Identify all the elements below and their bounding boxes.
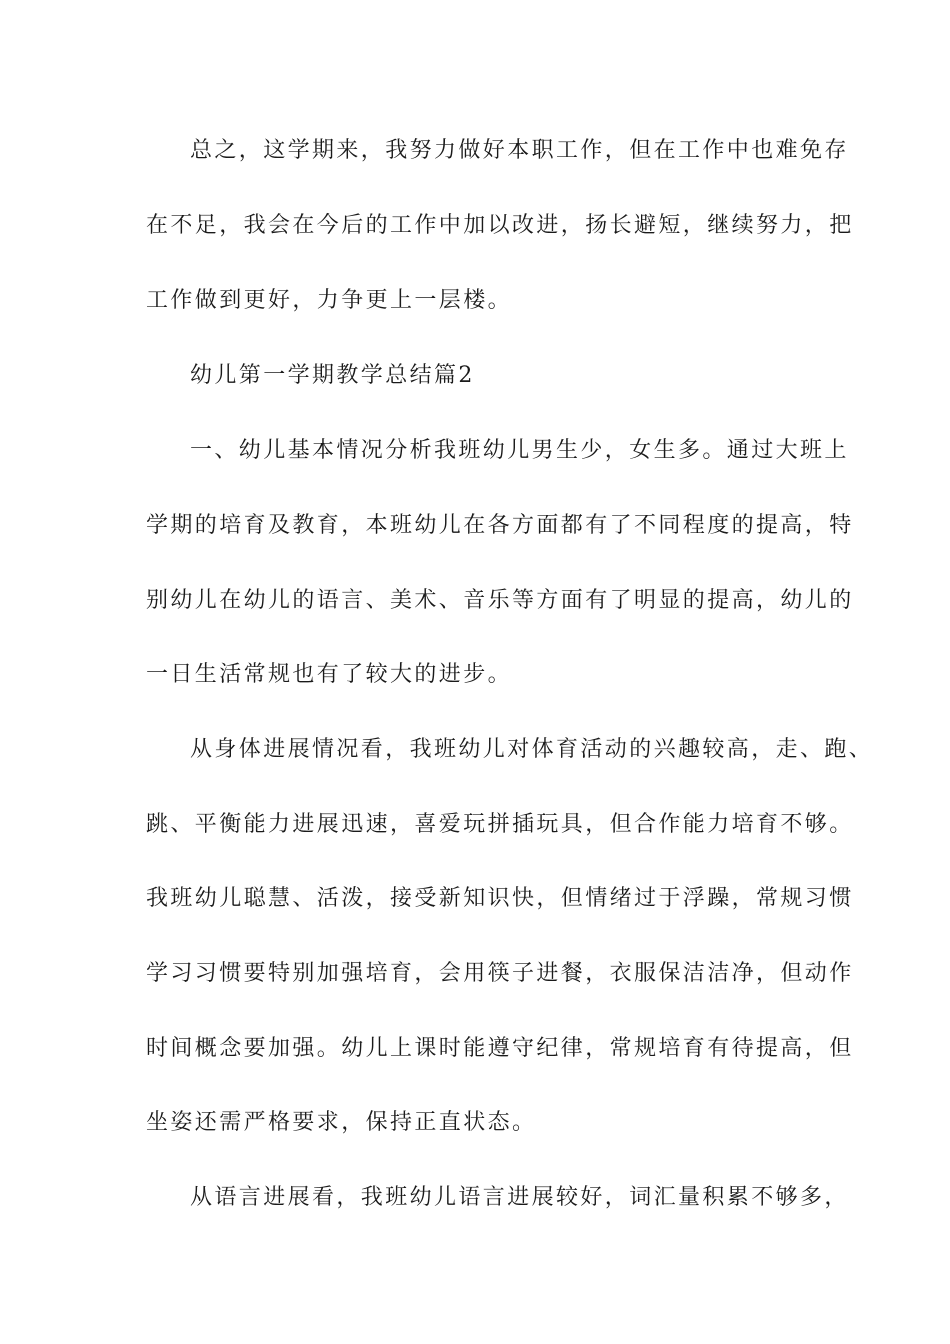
paragraph-line: 坐姿还需严格要求，保持正直状态。	[146, 1110, 537, 1135]
paragraph-line: 我班幼儿聪慧、活泼，接受新知识快，但情绪过于浮躁，常规习惯	[146, 886, 854, 911]
section-heading: 幼儿第一学期教学总结篇2	[190, 363, 475, 388]
paragraph-line: 时间概念要加强。幼儿上课时能遵守纪律，常规培育有待提高，但	[146, 1036, 854, 1061]
paragraph-line: 学期的培育及教育，本班幼儿在各方面都有了不同程度的提高，特	[146, 513, 854, 538]
paragraph-line: 工作做到更好，力争更上一层楼。	[146, 288, 513, 313]
paragraph-line: 别幼儿在幼儿的语言、美术、音乐等方面有了明显的提高，幼儿的	[146, 588, 854, 613]
paragraph-line: 在不足，我会在今后的工作中加以改进，扬长避短，继续努力，把	[146, 213, 854, 238]
paragraph-line: 从身体进展情况看，我班幼儿对体育活动的兴趣较高，走、跑、	[190, 737, 874, 762]
paragraph-line: 跳、平衡能力进展迅速，喜爱玩拼插玩具，但合作能力培育不够。	[146, 812, 854, 837]
paragraph-line: 一日生活常规也有了较大的进步。	[146, 662, 513, 687]
paragraph-line: 从语言进展看，我班幼儿语言进展较好，词汇量积累不够多，	[190, 1185, 849, 1210]
paragraph-line: 一、幼儿基本情况分析我班幼儿男生少，女生多。通过大班上	[190, 438, 849, 463]
paragraph-line: 总之，这学期来，我努力做好本职工作，但在工作中也难免存	[190, 138, 849, 163]
paragraph-line: 学习习惯要特别加强培育，会用筷子进餐，衣服保洁洁净，但动作	[146, 961, 854, 986]
